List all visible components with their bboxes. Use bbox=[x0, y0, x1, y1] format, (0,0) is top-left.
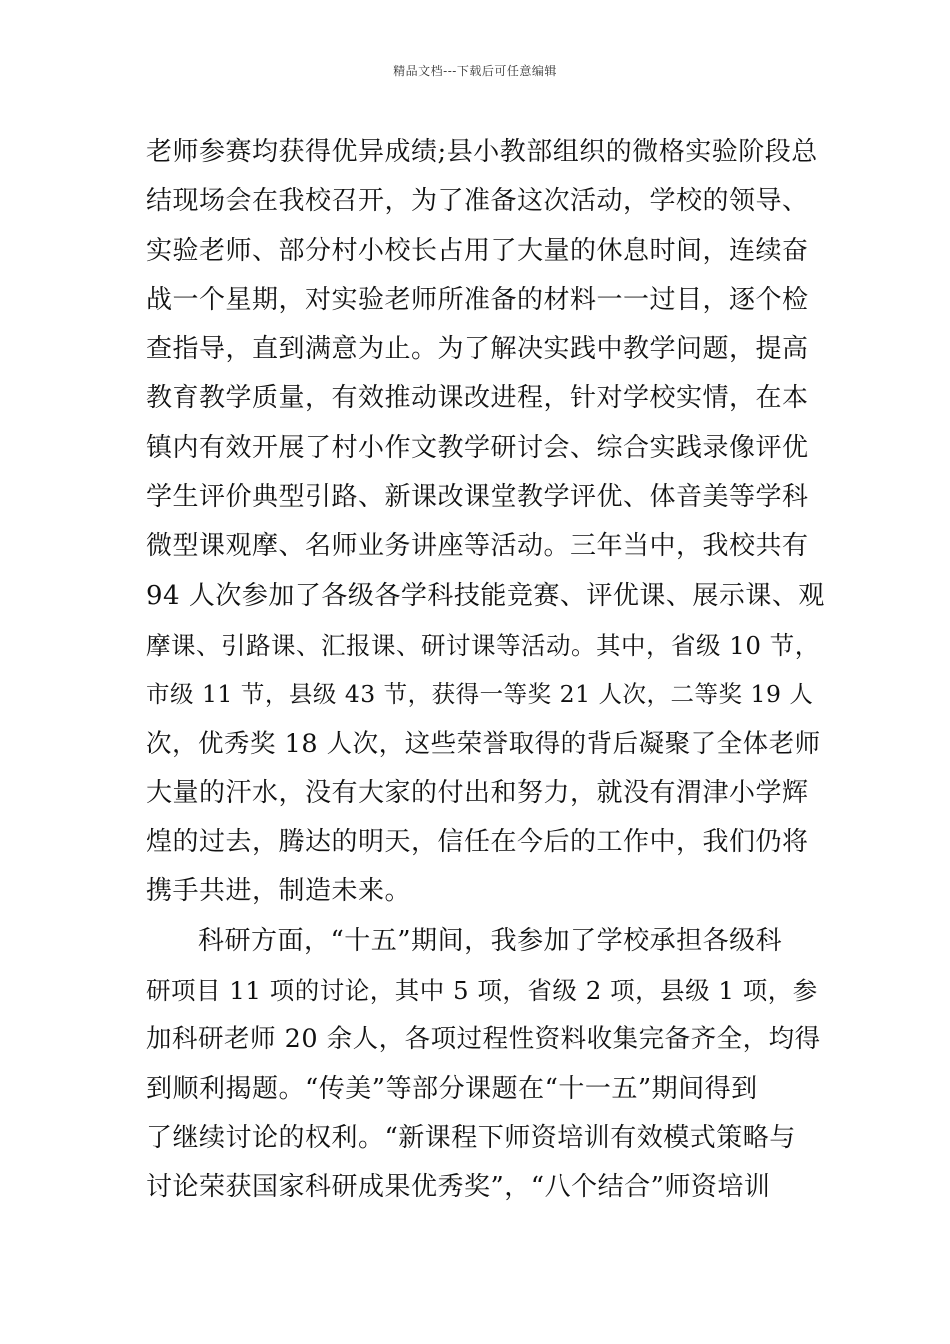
text-line: 实验老师、部分村小校长占用了大量的休息时间，连续奋 bbox=[146, 235, 809, 266]
text-line: 微型课观摩、名师业务讲座等活动。三年当中，我校共有 bbox=[146, 531, 809, 562]
text-line: 次，优秀奖 18 人次，这些荣誉取得的背后凝聚了全体老师 bbox=[146, 728, 821, 759]
text-line: 市级 11 节，县级 43 节，获得一等奖 21 人次，二等奖 19 人 bbox=[146, 680, 814, 709]
paragraph-2 bbox=[146, 917, 826, 1213]
text-line: 携手共进，制造未来。 bbox=[146, 876, 412, 907]
body-text bbox=[146, 128, 826, 1213]
page-header: 精品文档---下载后可任意编辑 bbox=[393, 64, 557, 78]
text-line: 加科研老师 20 余人，各项过程性资料收集完备齐全，均得 bbox=[146, 1024, 821, 1055]
paragraph-1 bbox=[146, 128, 826, 917]
text-line: 研项目 11 项的讨论，其中 5 项，省级 2 项，县级 1 项，参 bbox=[146, 976, 818, 1006]
text-line: 讨论荣获国家科研成果优秀奖”，“八个结合”师资培训 bbox=[146, 1172, 771, 1203]
text-line: 94 人次参加了各级各学科技能竞赛、评优课、展示课、观 bbox=[146, 580, 825, 611]
text-line: 了继续讨论的权利。“新课程下师资培训有效模式策略与 bbox=[146, 1122, 796, 1153]
text-line: 煌的过去，腾达的明天，信任在今后的工作中，我们仍将 bbox=[146, 827, 809, 858]
text-line: 教育教学质量，有效推动课改进程，针对学校实情，在本 bbox=[146, 383, 809, 414]
text-line: 摩课、引路课、汇报课、研讨课等活动。其中，省级 10 节， bbox=[146, 630, 820, 660]
text-line: 大量的汗水，没有大家的付出和努力，就没有渭津小学辉 bbox=[146, 777, 809, 808]
text-line: 老师参赛均获得优异成绩;县小教部组织的微格实验阶段总 bbox=[146, 137, 818, 167]
text-line: 结现场会在我校召开，为了准备这次活动，学校的领导、 bbox=[146, 186, 809, 217]
text-line-indented: 科研方面，“十五”期间，我参加了学校承担各级科 bbox=[198, 925, 783, 956]
text-line: 学生评价典型引路、新课改课堂教学评优、体音美等学科 bbox=[146, 482, 809, 513]
text-line: 到顺利揭题。“传美”等部分课题在“十一五”期间得到 bbox=[146, 1073, 758, 1104]
text-line: 查指导，直到满意为止。为了解决实践中教学问题，提高 bbox=[146, 334, 809, 365]
text-line: 镇内有效开展了村小作文教学研讨会、综合实践录像评优 bbox=[146, 432, 809, 463]
text-line: 战一个星期，对实验老师所准备的材料一一过目，逐个检 bbox=[146, 284, 809, 315]
